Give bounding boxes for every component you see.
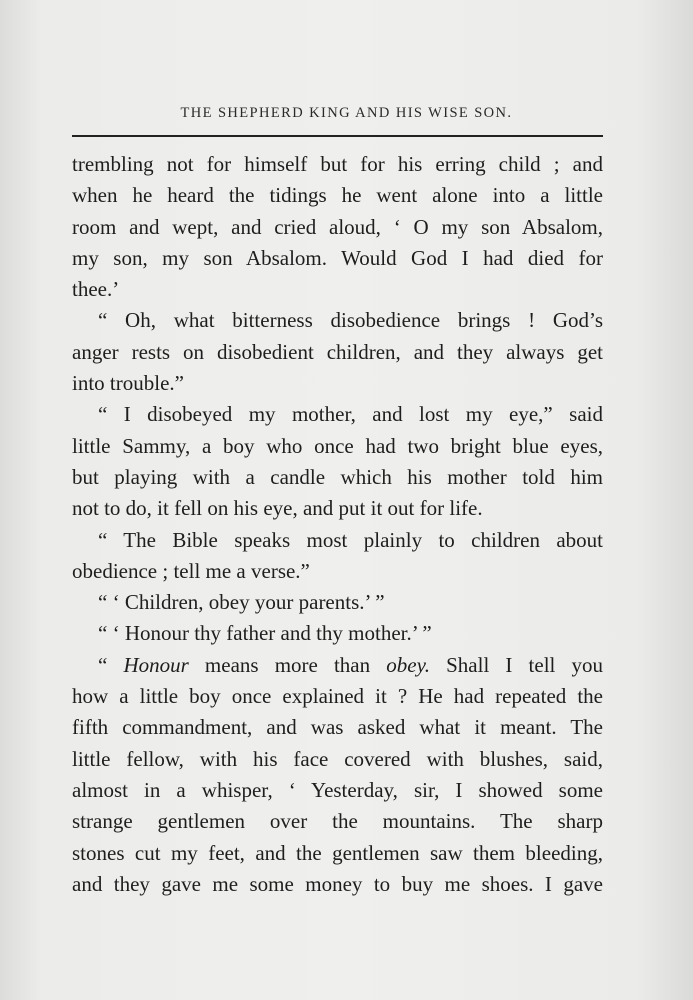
paragraph bbox=[72, 525, 603, 588]
paragraph bbox=[72, 149, 603, 305]
text-line: trembling not for himself but for his erring child ; and bbox=[72, 152, 603, 176]
text-fragment: Shall I tell you bbox=[430, 652, 603, 677]
running-head: THE SHEPHERD KING AND HIS WISE SON. bbox=[180, 105, 513, 121]
paragraph bbox=[72, 650, 603, 900]
text-line: fifth commandment, and was asked what it meant. The bbox=[72, 715, 603, 740]
paragraph bbox=[72, 587, 603, 618]
emphasis-obey: obey. bbox=[386, 652, 430, 677]
text-line: stones cut my feet, and the gentlemen saw them bleeding, bbox=[72, 840, 603, 865]
text-line: little Sammy, a boy who once had two bright blue eyes, bbox=[72, 433, 603, 458]
text-line: “ The Bible speaks most plainly to children about bbox=[98, 527, 603, 552]
text-line: “ ‘ Honour thy father and thy mother.’ ” bbox=[98, 621, 432, 646]
text-fragment: means more than bbox=[188, 652, 387, 677]
text-line: “ I disobeyed my mother, and lost my eye,” said bbox=[98, 402, 603, 427]
text-line: almost in a whisper, ‘ Yesterday, sir, I showed some bbox=[72, 777, 603, 802]
emphasis-honour: Honour bbox=[123, 652, 189, 677]
header-rule bbox=[72, 135, 603, 137]
body-text bbox=[72, 149, 603, 900]
paragraph bbox=[72, 305, 603, 399]
text-line: “ Oh, what bitterness disobedience brings ! God’s bbox=[98, 308, 603, 333]
paragraph bbox=[72, 399, 603, 524]
text-line: not to do, it fell on his eye, and put it out for life. bbox=[72, 496, 483, 521]
text-line: and they gave me some money to buy me shoes. I gave bbox=[72, 871, 603, 896]
text-line-rich bbox=[72, 650, 603, 681]
text-line: how a little boy once explained it ? He had repeated the bbox=[72, 684, 603, 709]
text-line: strange gentlemen over the mountains. The sharp bbox=[72, 809, 603, 834]
text-line: thee.’ bbox=[72, 277, 120, 302]
text-line: my son, my son Absalom. Would God I had died for bbox=[72, 245, 603, 270]
text-line: room and wept, and cried aloud, ‘ O my son Absalom, bbox=[72, 214, 603, 239]
text-line: anger rests on disobedient children, and they always get bbox=[72, 339, 603, 364]
text-line: obedience ; tell me a verse.” bbox=[72, 558, 310, 583]
text-line: but playing with a candle which his mother told him bbox=[72, 464, 603, 489]
text-line: when he heard the tidings he went alone into a little bbox=[72, 183, 603, 208]
text-line: “ ‘ Children, obey your parents.’ ” bbox=[98, 590, 385, 615]
text-line: little fellow, with his face covered with blushes, said, bbox=[72, 746, 603, 771]
paragraph bbox=[72, 618, 603, 649]
open-quote: “ bbox=[98, 652, 124, 677]
text-line: into trouble.” bbox=[72, 371, 184, 396]
